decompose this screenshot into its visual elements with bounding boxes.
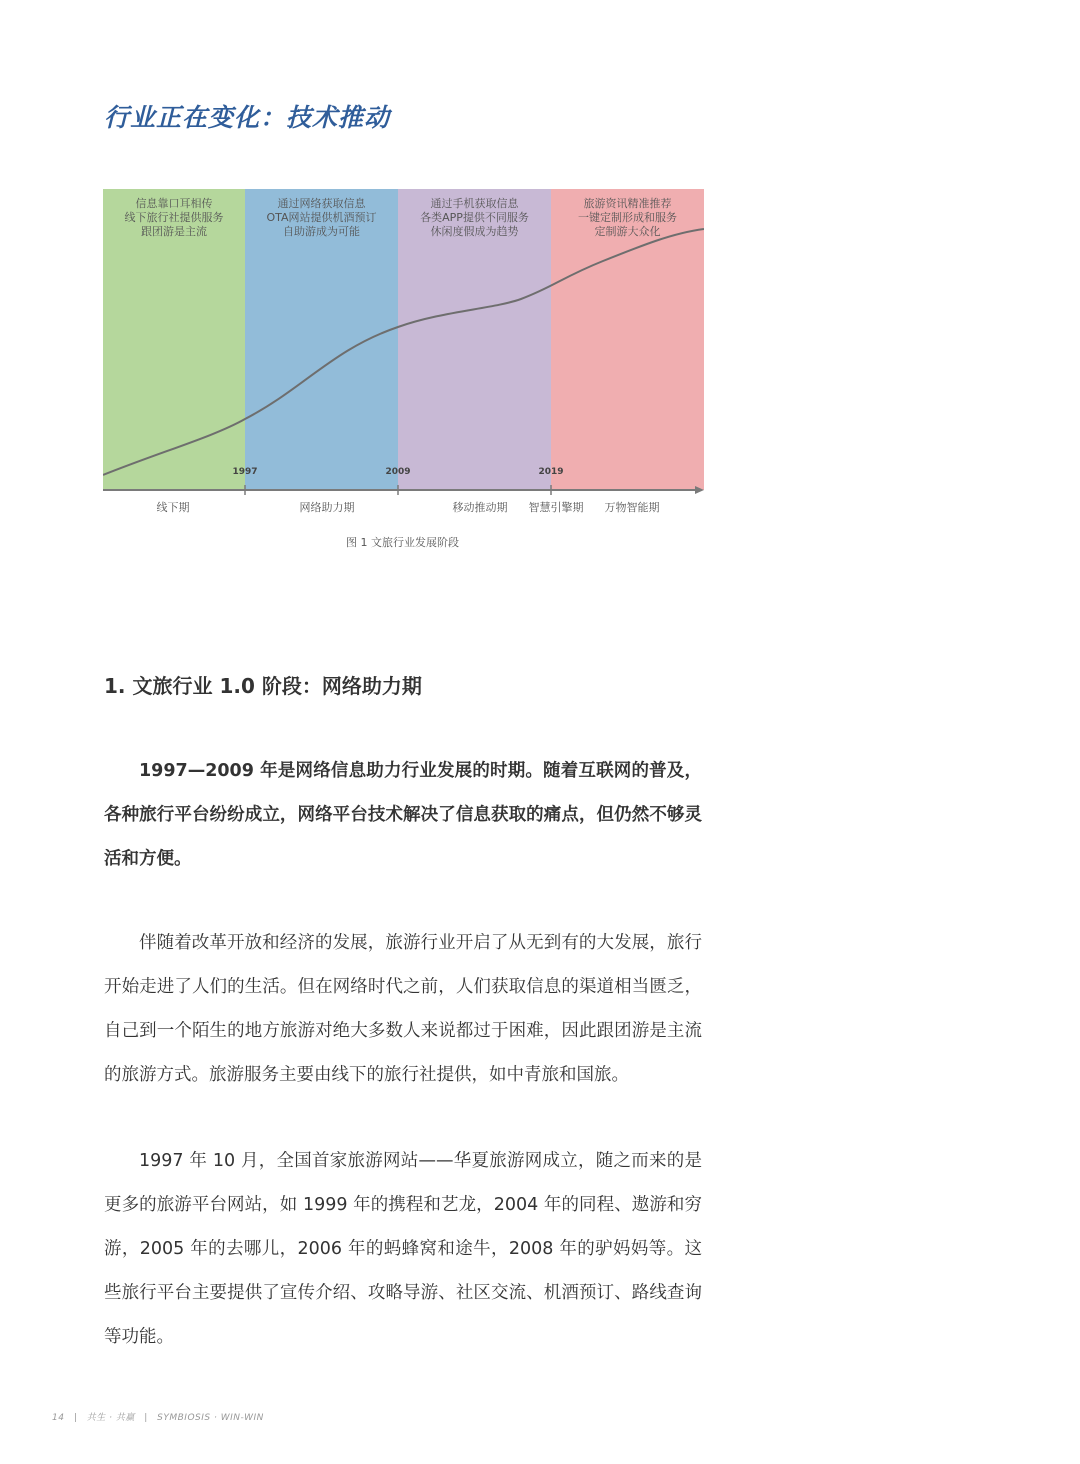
timeline-arrow-icon (695, 486, 704, 494)
paragraph-summary: 1997—2009 年是网络信息助力行业发展的时期。随着互联网的普及，各种旅行平台纷纷成立，网络平台技术解决了信息获取的痛点，但仍然不够灵活和方便。 (104, 761, 702, 869)
period-label-offline: 线下期 (156, 501, 190, 514)
phase-desc: 信息靠口耳相传 线下旅行社提供服务 跟团游是主流 (124, 197, 224, 238)
period-label-mobile: 移动推动期 (452, 501, 508, 514)
growth-curve (103, 229, 704, 475)
period-label-iot: 万物智能期 (604, 501, 660, 514)
stages-figure (103, 189, 704, 519)
footer-separator: | (144, 1413, 148, 1423)
year-label-2019: 2019 (538, 467, 564, 477)
footer-separator: | (73, 1413, 78, 1423)
section-heading: 1. 文旅行业 1.0 阶段：网络助力期 (104, 674, 422, 698)
footer-en: SYMBIOSIS · WIN-WIN (157, 1413, 264, 1423)
year-label-1997: 1997 (232, 467, 258, 477)
year-label-2009: 2009 (385, 467, 411, 477)
phase-desc: 通过网络获取信息 OTA网站提供机酒预订 自助游成为可能 (266, 197, 377, 238)
page-number: 14 (52, 1413, 65, 1423)
period-label-internet: 网络助力期 (299, 501, 355, 514)
footer-cn: 共生 · 共赢 (86, 1413, 135, 1423)
phase-desc: 通过手机获取信息 各类APP提供不同服务 休闲度假成为趋势 (420, 197, 529, 238)
period-label-smart: 智慧引擎期 (528, 501, 584, 514)
page-title: 行业正在变化：技术推动 (104, 103, 391, 132)
paragraph: 1997 年 10 月，全国首家旅游网站——华夏旅游网成立，随之而来的是更多的旅游平台网站，如 1999 年的携程和艺龙，2004 年的同程、遨游和穷游，2005 年的去哪儿，2006 年的蚂蜂窝和途牛，2008 年的驴妈妈等。这些旅行平台主要提供了宣传介绍、攻略导游、社区交流、机酒预订、路线查询等功能。 (104, 1151, 702, 1347)
phase-desc: 旅游资讯精准推荐 一键定制形成和服务 定制游大众化 (578, 197, 677, 238)
paragraph: 伴随着改革开放和经济的发展，旅游行业开启了从无到有的大发展，旅行开始走进了人们的生活。但在网络时代之前，人们获取信息的渠道相当匮乏，自己到一个陌生的地方旅游对绝大多数人来说都过于困难，因此跟团游是主流的旅游方式。旅游服务主要由线下的旅行社提供，如中青旅和国旅。 (104, 933, 702, 1085)
page-footer (52, 1410, 270, 1423)
figure-caption: 图 1 文旅行业发展阶段 (346, 536, 459, 549)
